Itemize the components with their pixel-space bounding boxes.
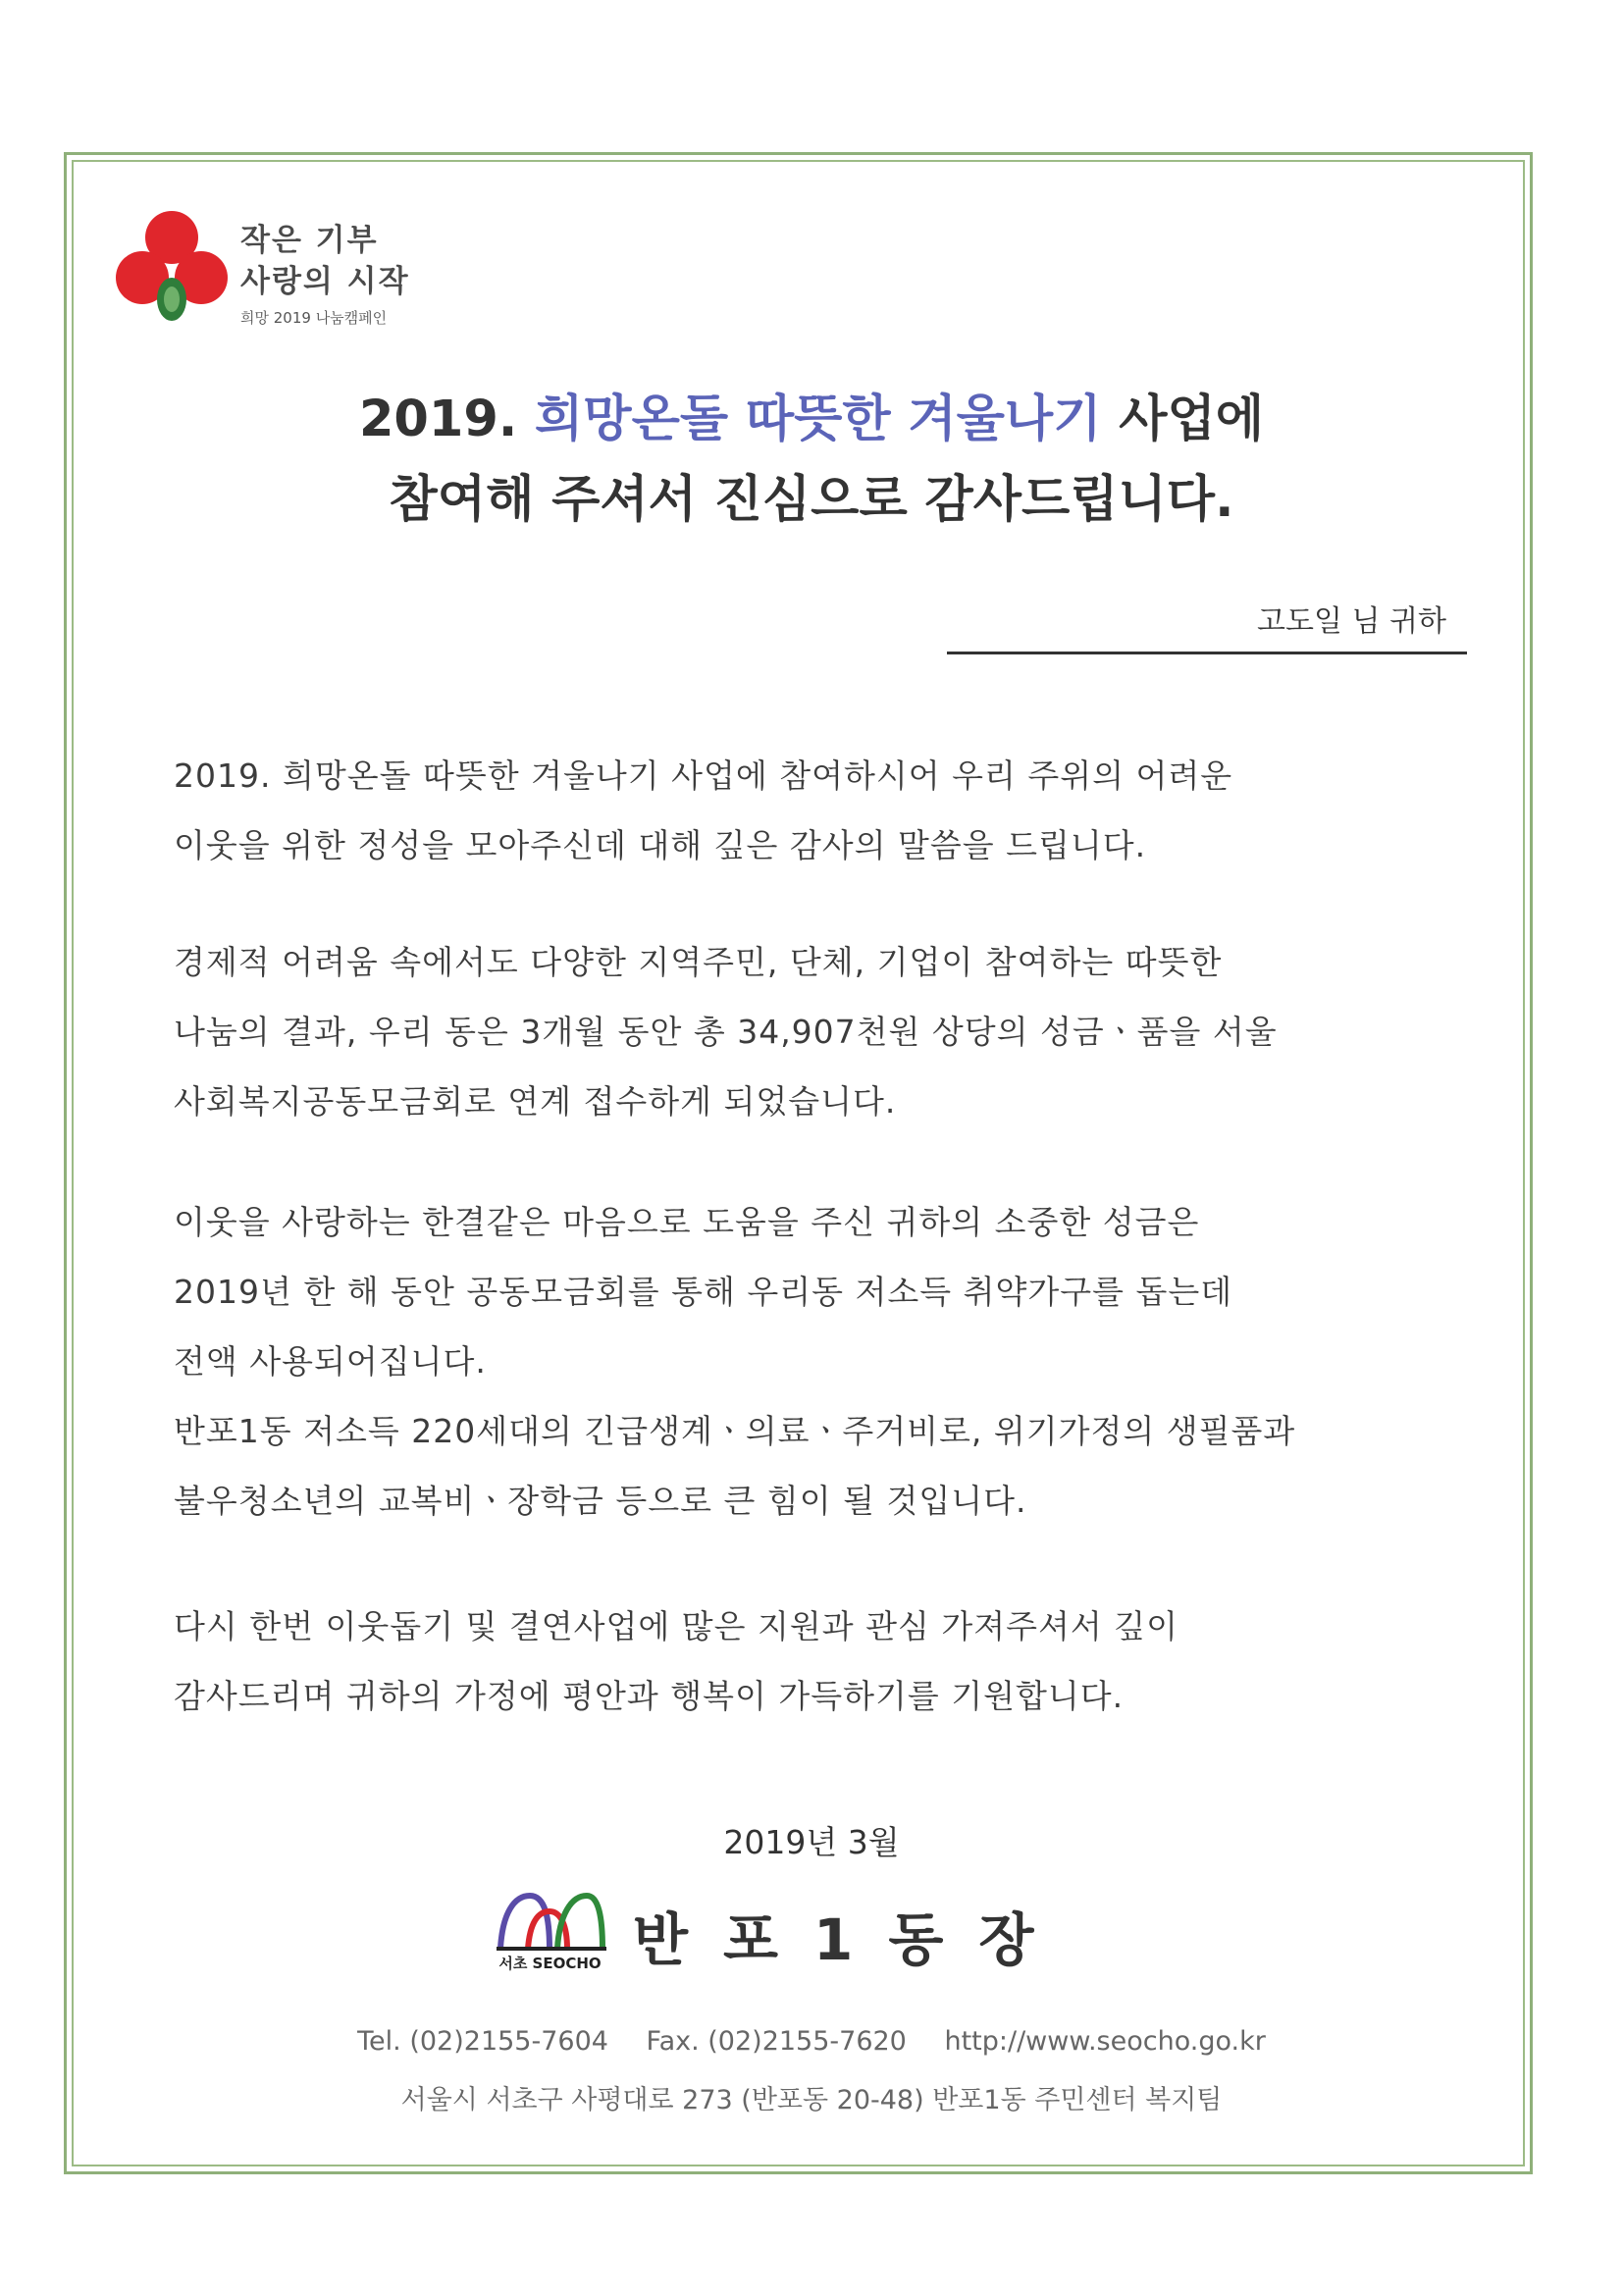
title-year: 2019. bbox=[358, 391, 518, 448]
title-line1 bbox=[0, 378, 1623, 450]
issue-date: 2019년 3월 bbox=[723, 1823, 900, 1861]
campaign-logo bbox=[113, 201, 437, 339]
logo-campaign-name: 희망 2019 나눔캠페인 bbox=[240, 309, 388, 327]
logo-slogan-line2: 사랑의 시작 bbox=[240, 264, 410, 299]
paragraph-line: 경제적 어려움 속에서도 다양한 지역주민, 단체, 기업이 참여하는 따뜻한 bbox=[174, 943, 1223, 981]
title-line2: 참여해 주셔서 진심으로 감사드립니다. bbox=[389, 471, 1234, 529]
paragraph-result bbox=[174, 927, 1469, 1136]
paragraph-line: 다시 한번 이웃돕기 및 결연사업에 많은 지원과 관심 가져주셔서 깊이 bbox=[174, 1607, 1178, 1645]
paragraph-line: 이웃을 위한 정성을 모아주신데 대해 깊은 감사의 말씀을 드립니다. bbox=[174, 826, 1147, 864]
seocho-emblem bbox=[489, 1884, 611, 1982]
logo-slogan-line1: 작은 기부 bbox=[240, 223, 379, 258]
contact-info bbox=[0, 2026, 1623, 2057]
paragraph-line: 사회복지공동모금회로 연계 접수하게 되었습니다. bbox=[174, 1082, 897, 1121]
emblem-label: 서초 SEOCHO bbox=[498, 1955, 602, 1972]
fax: Fax. (02)2155-7620 bbox=[646, 2026, 907, 2057]
recipient-underline bbox=[947, 652, 1467, 654]
paragraph-line: 나눔의 결과, 우리 동은 3개월 동안 총 34,907천원 상당의 성금ㆍ품을 서울 bbox=[174, 1013, 1278, 1051]
paragraph-line: 불우청소년의 교복비ㆍ장학금 등으로 큰 힘이 될 것입니다. bbox=[174, 1482, 1027, 1520]
paragraph-usage bbox=[174, 1187, 1469, 1536]
signer-title: 반포1동장 bbox=[633, 1906, 1070, 1973]
three-fruits-icon bbox=[113, 201, 236, 329]
paragraph-line: 반포1동 저소득 220세대의 긴급생계ㆍ의료ㆍ주거비로, 위기가정의 생필품과 bbox=[174, 1412, 1296, 1450]
website-link[interactable]: http://www.seocho.go.kr bbox=[944, 2026, 1266, 2057]
office-address: 서울시 서초구 사평대로 273 (반포동 20-48) 반포1동 주민센터 복지팀 bbox=[400, 2085, 1223, 2115]
paragraph-line: 전액 사용되어집니다. bbox=[174, 1342, 487, 1381]
paragraph-line: 감사드리며 귀하의 가정에 평안과 행복이 가득하기를 기원합니다. bbox=[174, 1677, 1125, 1715]
title-line1-rest: 사업에 bbox=[1119, 391, 1265, 448]
seocho-logo-icon bbox=[489, 1884, 611, 1955]
paragraph-line: 2019. 희망온돌 따뜻한 겨울나기 사업에 참여하시어 우리 주위의 어려운 bbox=[174, 757, 1233, 795]
title-program-name: 희망온돌 따뜻한 겨울나기 bbox=[535, 391, 1102, 448]
telephone: Tel. (02)2155-7604 bbox=[357, 2026, 608, 2057]
recipient-name: 고도일 님 귀하 bbox=[1257, 604, 1446, 639]
paragraph-line: 이웃을 사랑하는 한결같은 마음으로 도움을 주신 귀하의 소중한 성금은 bbox=[174, 1203, 1200, 1241]
paragraph-thanks bbox=[174, 741, 1469, 880]
paragraph-line: 2019년 한 해 동안 공동모금회를 통해 우리동 저소득 취약가구를 돕는데 bbox=[174, 1273, 1233, 1311]
paragraph-closing bbox=[174, 1592, 1469, 1731]
